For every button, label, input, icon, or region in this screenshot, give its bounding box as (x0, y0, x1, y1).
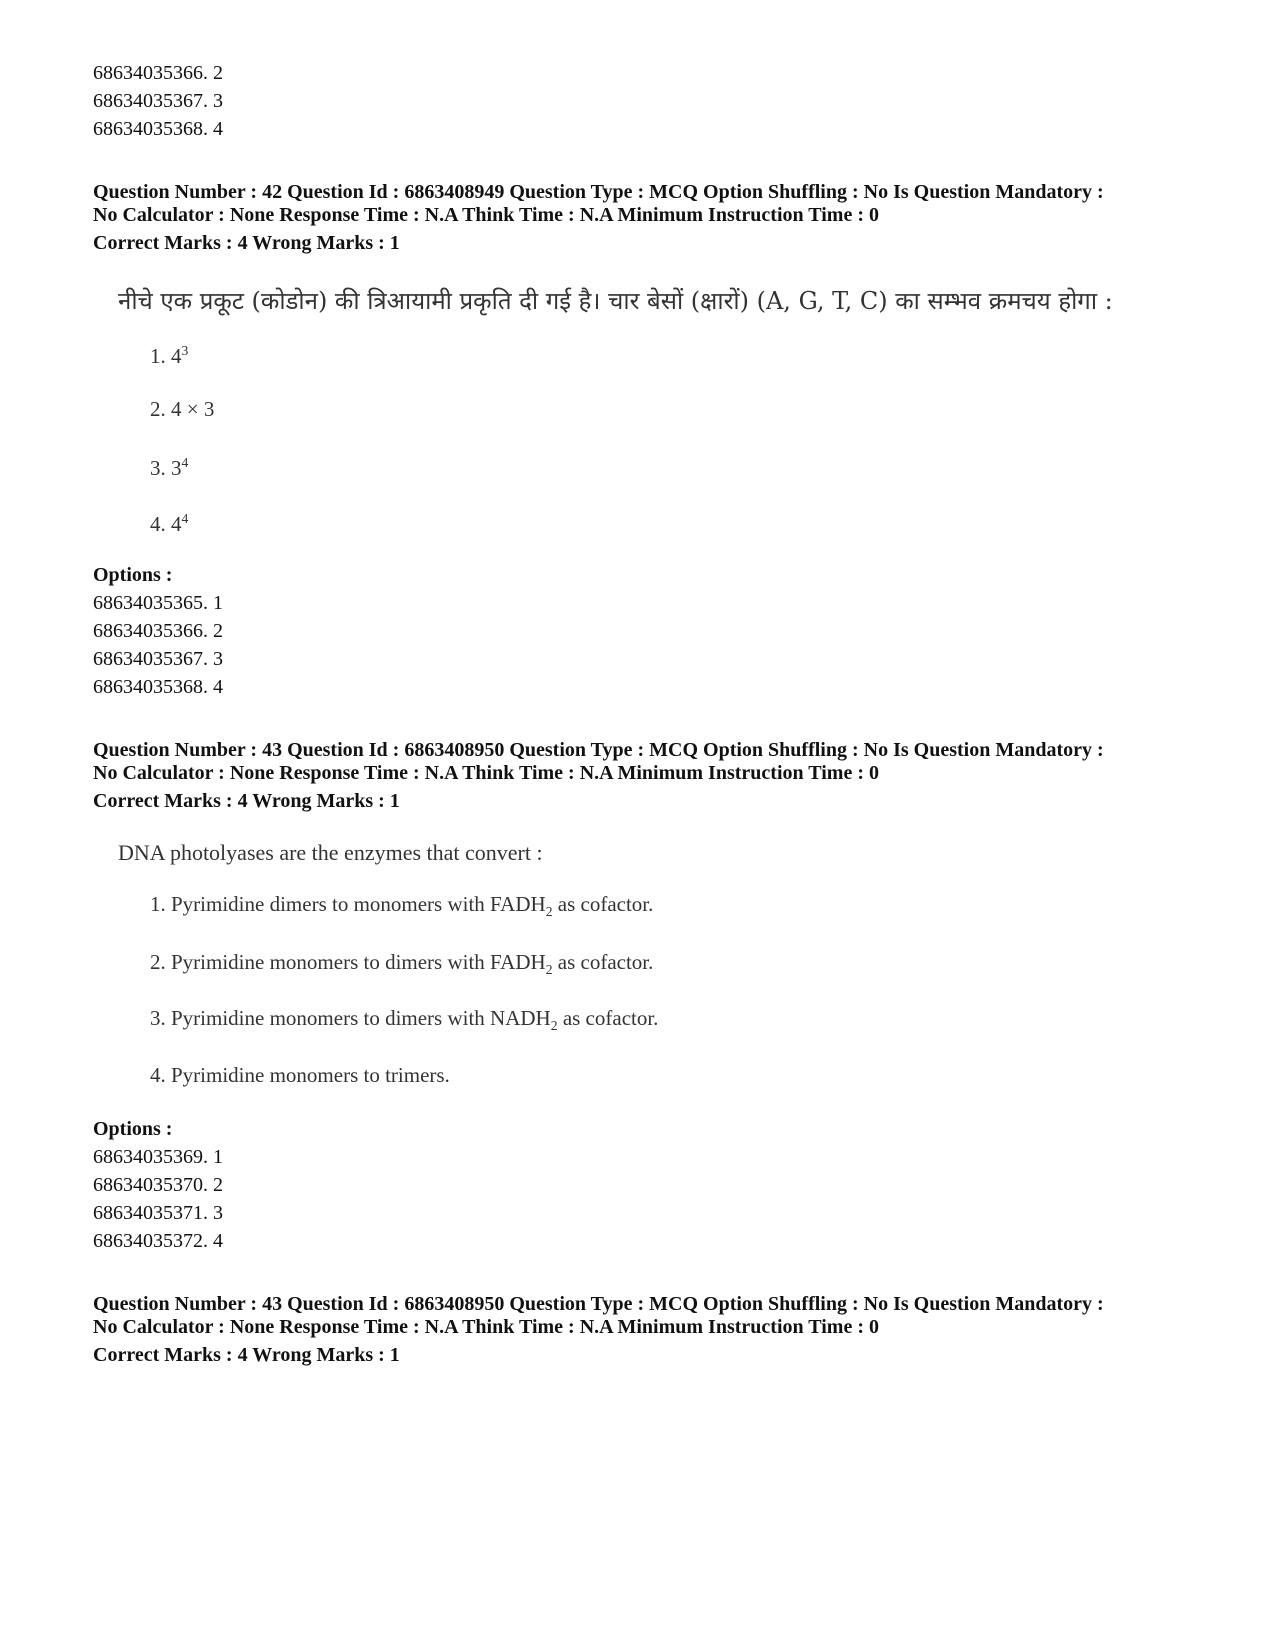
option-line: 68634035367. 3 (93, 90, 223, 112)
choice-text-rest: as cofactor. (557, 1006, 659, 1030)
option-line: 68634035366. 2 (93, 620, 223, 642)
choice-text: 2. Pyrimidine monomers to dimers with FADH (150, 950, 546, 974)
choice-exponent: 4 (181, 511, 189, 526)
choice-text: 1. 4 (150, 344, 182, 368)
choice-subscript: 2 (545, 904, 553, 920)
choice-2 (150, 950, 653, 978)
question-text: नीचे एक प्रकूट (कोडोन) की त्रिआयामी प्रकृति दी गई है। चार बेसों (क्षारों) (A, G, T, C) का सम्भव क्रमचय होगा : (118, 287, 1113, 315)
choice-subscript: 2 (545, 962, 553, 978)
question-header-line-1: Question Number : 43 Question Id : 6863408950 Question Type : MCQ Option Shuffling : No Is Question Mandatory : (93, 739, 1104, 761)
question-marks: Correct Marks : 4 Wrong Marks : 1 (93, 232, 400, 254)
choice-text: 3. 3 (150, 456, 182, 480)
option-line: 68634035365. 1 (93, 592, 223, 614)
choice-exponent: 4 (181, 455, 189, 470)
option-line: 68634035367. 3 (93, 648, 223, 670)
choice-text: 4. Pyrimidine monomers to trimers. (150, 1063, 450, 1087)
option-line: 68634035369. 1 (93, 1146, 223, 1168)
choice-1 (150, 892, 653, 920)
option-line: 68634035366. 2 (93, 62, 223, 84)
choice-text: 3. Pyrimidine monomers to dimers with NADH (150, 1006, 551, 1030)
option-line: 68634035370. 2 (93, 1174, 223, 1196)
question-header-line-1: Question Number : 43 Question Id : 6863408950 Question Type : MCQ Option Shuffling : No Is Question Mandatory : (93, 1293, 1104, 1315)
options-label: Options : (93, 1118, 173, 1140)
choice-text: 4. 4 (150, 512, 182, 536)
question-marks: Correct Marks : 4 Wrong Marks : 1 (93, 1344, 400, 1366)
choice-4 (150, 1063, 450, 1088)
choice-text: 2. 4 × 3 (150, 397, 215, 421)
choice-4 (150, 511, 188, 537)
choice-text: 1. Pyrimidine dimers to monomers with FADH (150, 892, 546, 916)
choice-3 (150, 455, 188, 481)
choice-3 (150, 1006, 658, 1034)
question-text: DNA photolyases are the enzymes that convert : (118, 840, 543, 865)
choice-subscript: 2 (550, 1018, 558, 1034)
option-line: 68634035368. 4 (93, 676, 223, 698)
choice-1 (150, 343, 188, 369)
choice-text-rest: as cofactor. (552, 892, 654, 916)
option-line: 68634035371. 3 (93, 1202, 223, 1224)
option-line: 68634035372. 4 (93, 1230, 223, 1252)
option-line: 68634035368. 4 (93, 118, 223, 140)
question-header-line-2: No Calculator : None Response Time : N.A Think Time : N.A Minimum Instruction Time : 0 (93, 762, 879, 784)
choice-exponent: 3 (181, 343, 189, 358)
question-header-line-2: No Calculator : None Response Time : N.A Think Time : N.A Minimum Instruction Time : 0 (93, 1316, 879, 1338)
question-header-line-1: Question Number : 42 Question Id : 6863408949 Question Type : MCQ Option Shuffling : No Is Question Mandatory : (93, 181, 1104, 203)
choice-2 (150, 397, 214, 422)
choice-text-rest: as cofactor. (552, 950, 654, 974)
options-label: Options : (93, 564, 173, 586)
question-marks: Correct Marks : 4 Wrong Marks : 1 (93, 790, 400, 812)
question-header-line-2: No Calculator : None Response Time : N.A Think Time : N.A Minimum Instruction Time : 0 (93, 204, 879, 226)
